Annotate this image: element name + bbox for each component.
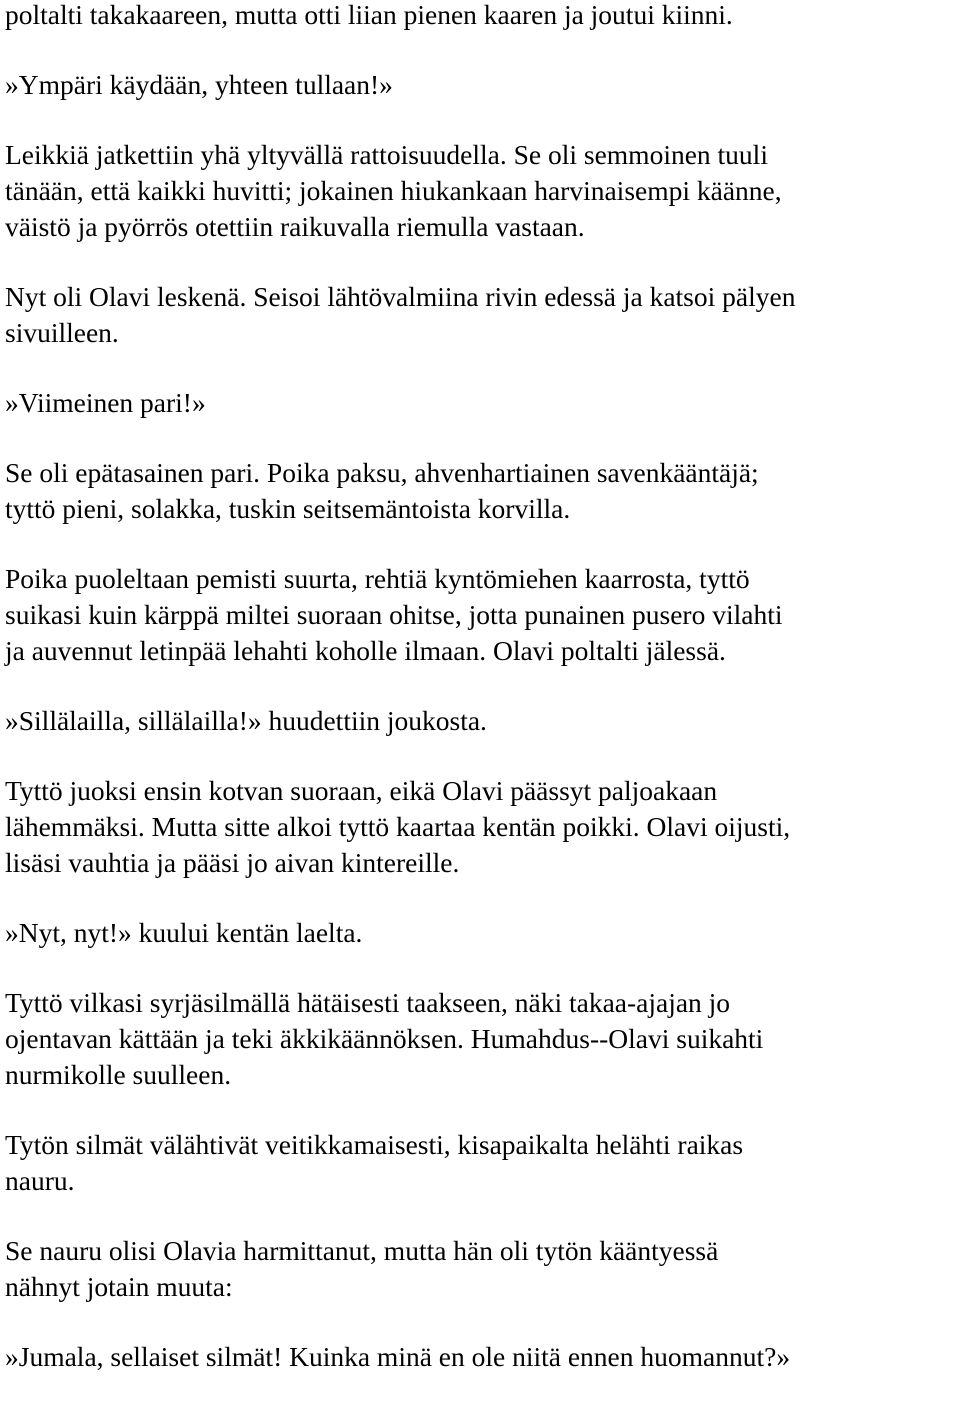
text-line: »Jumala, sellaiset silmät! Kuinka minä en ole niitä ennen huomannut?» [5, 1341, 791, 1372]
text-line: tänään, että kaikki huvitti; jokainen hiukankaan harvinaisempi käänne, [5, 175, 782, 206]
text-line: »Ympäri käydään, yhteen tullaan!» [5, 69, 393, 100]
paragraph [5, 1339, 960, 1375]
text-line: Tytön silmät välähtivät veitikkamaisesti, kisapaikalta helähti raikas [5, 1129, 744, 1160]
paragraph [5, 561, 960, 669]
text-line: Nyt oli Olavi leskenä. Seisoi lähtövalmiina rivin edessä ja katsoi pälyen [5, 281, 796, 312]
text-line: Poika puoleltaan pemisti suurta, rehtiä kyntömiehen kaarrosta, tyttö [5, 563, 750, 594]
text-line: ja auvennut letinpää lehahti koholle ilmaan. Olavi poltalti jälessä. [5, 635, 726, 666]
text-line: nurmikolle suulleen. [5, 1059, 232, 1090]
paragraph [5, 67, 960, 103]
paragraph [5, 1233, 960, 1305]
text-line: »Sillälailla, sillälailla!» huudettiin joukosta. [5, 705, 487, 736]
paragraph [5, 703, 960, 739]
text-line: lähemmäksi. Mutta sitte alkoi tyttö kaartaa kentän poikki. Olavi oijusti, [5, 811, 791, 842]
paragraph [5, 385, 960, 421]
paragraph [5, 985, 960, 1093]
text-line: Leikkiä jatkettiin yhä yltyvällä rattoisuudella. Se oli semmoinen tuuli [5, 139, 768, 170]
text-line: ojentavan kättään ja teki äkkikäännöksen. Humahdus--Olavi suikahti [5, 1023, 764, 1054]
text-line: poltalti takakaareen, mutta otti liian pienen kaaren ja joutui kiinni. [5, 0, 733, 30]
paragraph [5, 1127, 960, 1199]
text-line: Se oli epätasainen pari. Poika paksu, ahvenhartiainen savenkääntäjä; [5, 457, 759, 488]
text-line: väistö ja pyörrös otettiin raikuvalla riemulla vastaan. [5, 211, 585, 242]
text-line: sivuilleen. [5, 317, 119, 348]
paragraph [5, 455, 960, 527]
paragraph [5, 137, 960, 245]
text-line: »Viimeinen pari!» [5, 387, 206, 418]
text-line: Tyttö juoksi ensin kotvan suoraan, eikä Olavi päässyt paljoakaan [5, 775, 718, 806]
text-line: lisäsi vauhtia ja pääsi jo aivan kintereille. [5, 847, 460, 878]
text-line: »Nyt, nyt!» kuului kentän laelta. [5, 917, 363, 948]
paragraph [5, 279, 960, 351]
text-line: tyttö pieni, solakka, tuskin seitsemäntoista korvilla. [5, 493, 571, 524]
document-page [5, 0, 960, 1409]
paragraph [5, 0, 960, 33]
text-line: suikasi kuin kärppä miltei suoraan ohitse, jotta punainen pusero vilahti [5, 599, 783, 630]
text-line: nähnyt jotain muuta: [5, 1271, 233, 1302]
paragraph [5, 915, 960, 951]
text-line: Se nauru olisi Olavia harmittanut, mutta hän oli tytön kääntyessä [5, 1235, 719, 1266]
text-line: Tyttö vilkasi syrjäsilmällä hätäisesti taakseen, näki takaa-ajajan jo [5, 987, 731, 1018]
text-line: nauru. [5, 1165, 75, 1196]
paragraph [5, 773, 960, 881]
